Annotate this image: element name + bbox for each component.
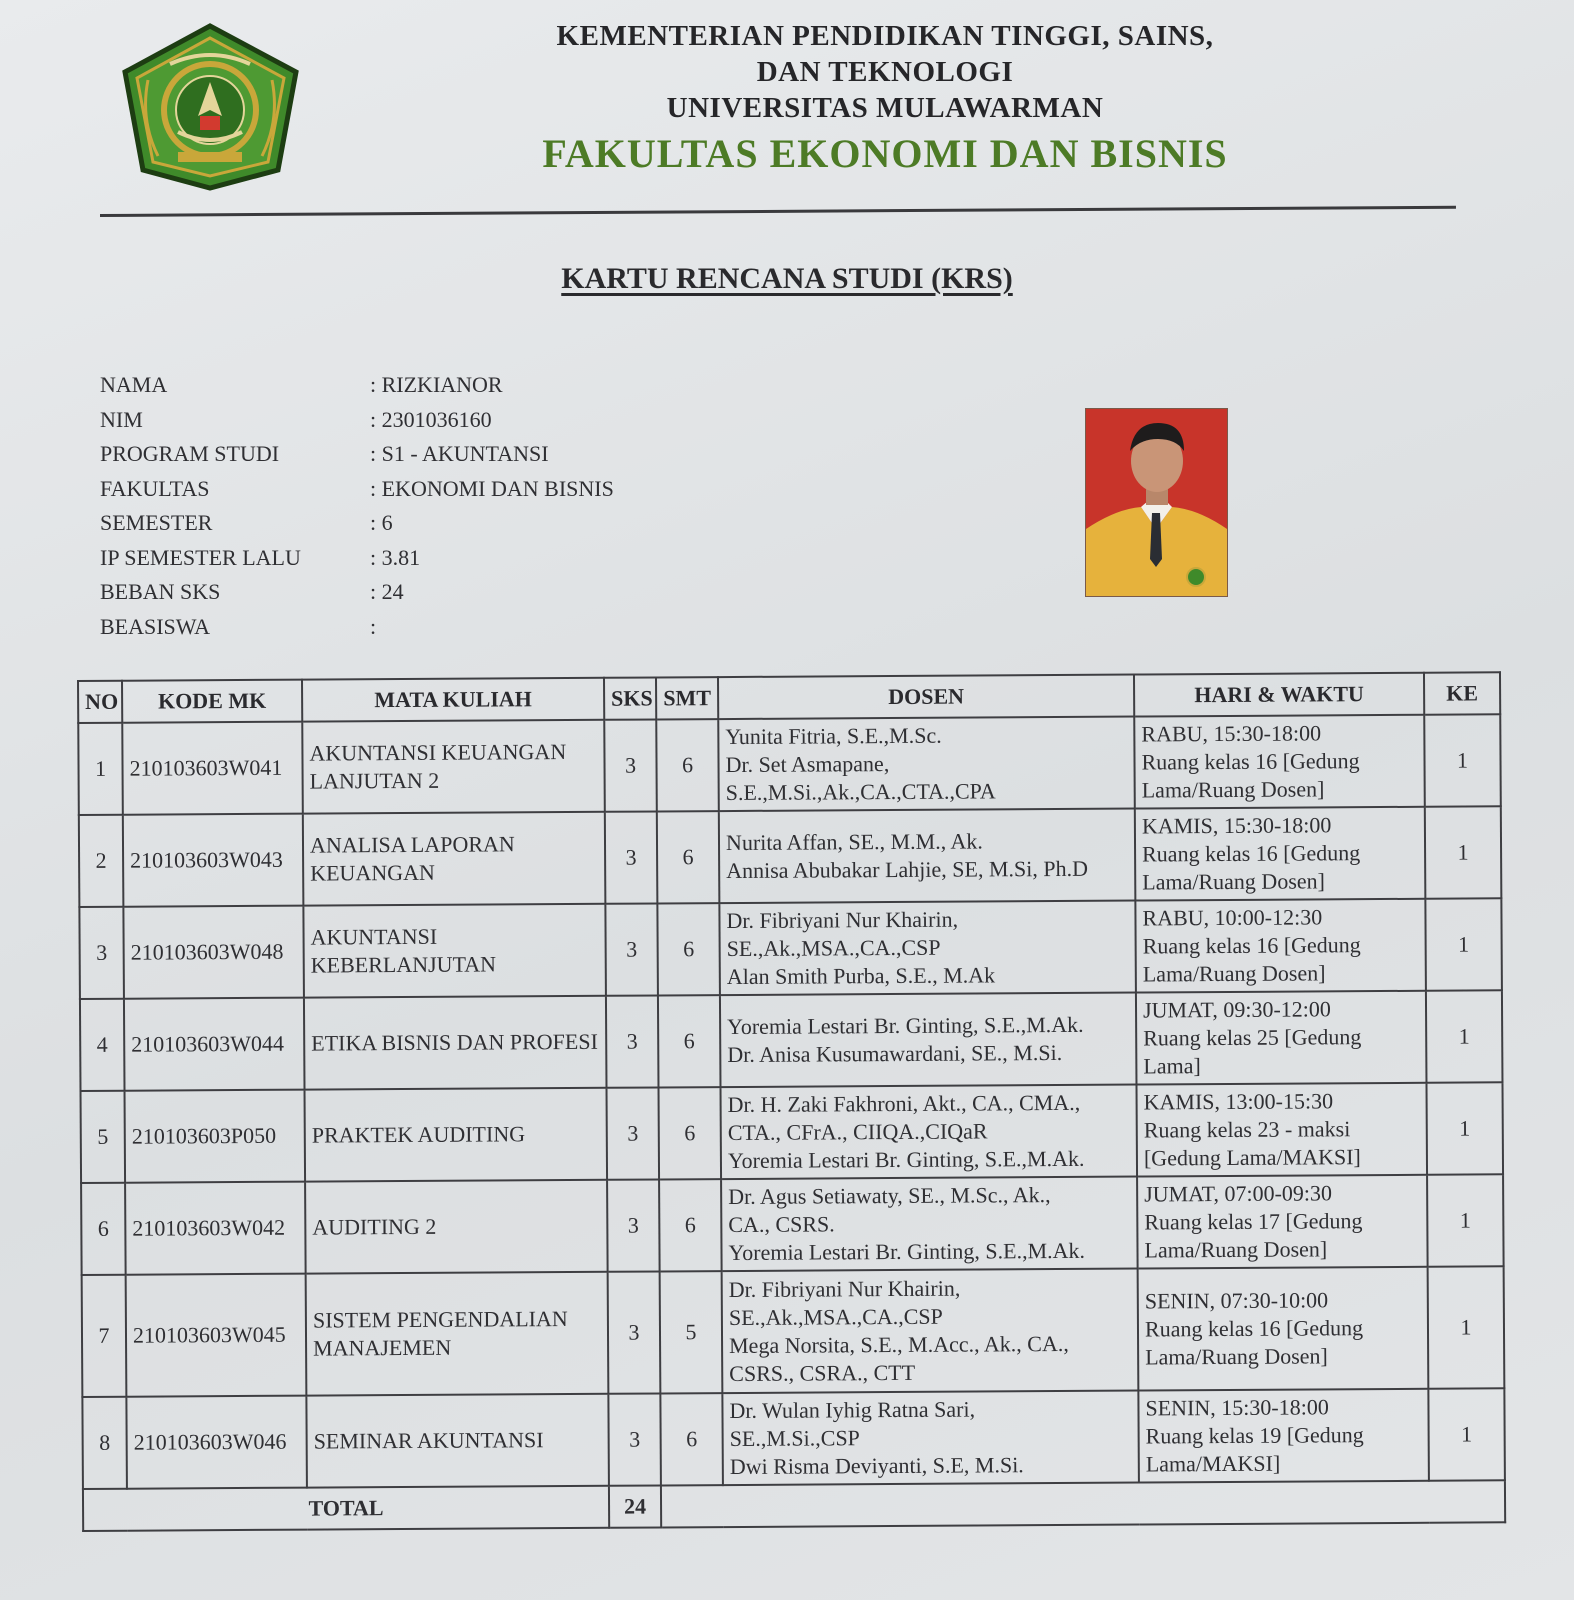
- cell-sks: 3: [608, 1393, 661, 1485]
- cell-kode-mk: 210103603W041: [122, 722, 303, 815]
- course-table: [77, 671, 1506, 1532]
- cell-dosen: [720, 1085, 1137, 1180]
- hari-line: [Gedung Lama/MAKSI]: [1143, 1144, 1361, 1171]
- table-row: [78, 714, 1501, 815]
- header-mata-kuliah: MATA KULIAH: [302, 678, 604, 722]
- info-row-ip-semester: [100, 541, 614, 576]
- hari-line: Ruang kelas 25 [Gedung: [1143, 1024, 1362, 1051]
- cell-ke: 1: [1424, 714, 1501, 806]
- header-ke: KE: [1424, 672, 1500, 714]
- hari-line: JUMAT, 07:00-09:30: [1144, 1180, 1333, 1207]
- cell-hari-waktu: [1136, 991, 1427, 1085]
- cell-hari-waktu: [1135, 899, 1426, 993]
- info-label: NAMA: [100, 372, 168, 398]
- hari-line: KAMIS, 15:30-18:00: [1141, 812, 1332, 839]
- cell-hari-waktu: [1135, 807, 1426, 901]
- hari-line: Ruang kelas 16 [Gedung: [1141, 748, 1360, 775]
- cell-hari-waktu: [1138, 1389, 1429, 1483]
- hari-line: Ruang kelas 16 [Gedung: [1144, 1315, 1364, 1342]
- total-sks: 24: [609, 1485, 661, 1527]
- hari-line: Lama]: [1143, 1053, 1201, 1079]
- info-value: : 3.81: [370, 544, 421, 570]
- cell-hari-waktu: [1134, 715, 1425, 809]
- cell-mata-kuliah: SEMINAR AKUNTANSI: [306, 1394, 609, 1488]
- cell-mata-kuliah: AUDITING 2: [305, 1180, 608, 1274]
- dosen-line: S.E.,M.Si.,Ak.,CA.,CTA.,CPA: [725, 778, 996, 806]
- header-hari-waktu: HARI & WAKTU: [1134, 673, 1424, 717]
- cell-smt: 6: [660, 1393, 723, 1485]
- header-kode-mk: KODE MK: [122, 680, 302, 723]
- student-info: [100, 368, 614, 644]
- table-row: [81, 1174, 1504, 1275]
- table-row: [81, 1082, 1504, 1183]
- cell-kode-mk: 210103603W045: [126, 1274, 307, 1397]
- total-label: TOTAL: [83, 1486, 609, 1531]
- cell-mata-kuliah: ANALISA LAPORAN KEUANGAN: [303, 812, 606, 906]
- dosen-line: Yunita Fitria, S.E.,M.Sc.: [725, 722, 942, 750]
- university-name: UNIVERSITAS MULAWARMAN: [666, 92, 1104, 124]
- cell-mata-kuliah: AKUNTANSI KEBERLANJUTAN: [303, 904, 606, 998]
- total-filler: [661, 1480, 1505, 1527]
- cell-smt: 6: [657, 811, 720, 903]
- info-value: :: [370, 613, 377, 639]
- dosen-line: Yoremia Lestari Br. Ginting, S.E.,M.Ak.: [727, 1011, 1084, 1040]
- info-value: : S1 - AKUNTANSI: [370, 441, 549, 467]
- document-title: KARTU RENCANA STUDI (KRS): [561, 262, 1013, 295]
- cell-smt: 6: [657, 903, 720, 995]
- cell-ke: 1: [1425, 898, 1502, 990]
- hari-line: SENIN, 07:30-10:00: [1144, 1287, 1329, 1314]
- dosen-line: SE.,M.Si.,CSP: [729, 1425, 860, 1452]
- info-row-semester: [100, 506, 614, 541]
- cell-kode-mk: 210103603W042: [125, 1182, 306, 1275]
- cell-dosen: [722, 1391, 1139, 1486]
- dosen-line: Alan Smith Purba, S.E., M.Ak: [726, 962, 996, 990]
- cell-mata-kuliah: AKUNTANSI KEUANGAN LANJUTAN 2: [302, 720, 605, 814]
- cell-kode-mk: 210103603W044: [124, 998, 305, 1091]
- header-sks: SKS: [604, 677, 656, 719]
- table-row: [79, 806, 1502, 907]
- cell-hari-waktu: [1138, 1267, 1429, 1391]
- cell-ke: 1: [1426, 1082, 1503, 1174]
- cell-no: 6: [81, 1183, 126, 1275]
- hari-line: RABU, 15:30-18:00: [1141, 720, 1322, 747]
- dosen-line: Dwi Risma Deviyanti, S.E, M.Si.: [729, 1452, 1024, 1480]
- hari-line: Lama/MAKSI]: [1145, 1450, 1281, 1477]
- cell-ke: 1: [1428, 1388, 1505, 1480]
- hari-line: KAMIS, 13:00-15:30: [1143, 1088, 1334, 1115]
- hari-line: Ruang kelas 19 [Gedung: [1145, 1422, 1364, 1449]
- cell-mata-kuliah: ETIKA BISNIS DAN PROFESI: [304, 996, 607, 1090]
- dosen-line: CTA., CFrA., CIIQA.,CIQaR: [727, 1118, 988, 1146]
- info-label: IP SEMESTER LALU: [100, 544, 301, 570]
- hari-line: Ruang kelas 17 [Gedung: [1144, 1208, 1363, 1235]
- header-dosen: DOSEN: [718, 675, 1134, 720]
- table-row: [79, 898, 1502, 999]
- info-row-nim: [100, 403, 614, 438]
- cell-no: 2: [79, 815, 124, 907]
- dosen-line: SE.,Ak.,MSA.,CA.,CSP: [728, 1303, 943, 1331]
- hari-line: Ruang kelas 16 [Gedung: [1142, 840, 1361, 867]
- cell-hari-waktu: [1136, 1083, 1427, 1177]
- cell-no: 7: [82, 1275, 127, 1397]
- info-value: : 24: [370, 579, 404, 605]
- hari-line: Lama/Ruang Dosen]: [1144, 1236, 1328, 1263]
- cell-ke: 1: [1428, 1266, 1505, 1388]
- info-label: BEBAN SKS: [100, 579, 221, 605]
- cell-ke: 1: [1427, 1174, 1504, 1266]
- info-label: NIM: [100, 406, 143, 432]
- table-row: [82, 1388, 1505, 1489]
- cell-dosen: [719, 809, 1136, 904]
- cell-ke: 1: [1426, 990, 1503, 1082]
- student-photo-icon: [1085, 408, 1228, 597]
- cell-sks: 3: [607, 1179, 660, 1271]
- info-value: : RIZKIANOR: [370, 372, 503, 398]
- dosen-line: Mega Norsita, S.E., M.Acc., Ak., CA.,: [729, 1330, 1069, 1359]
- cell-dosen: [722, 1269, 1139, 1394]
- dosen-line: SE.,Ak.,MSA.,CA.,CSP: [726, 934, 941, 962]
- cell-no: 1: [78, 723, 123, 815]
- header-divider: [100, 206, 1456, 217]
- cell-kode-mk: 210103603P050: [125, 1090, 306, 1183]
- table-row: [80, 990, 1503, 1091]
- cell-sks: 3: [604, 719, 657, 811]
- info-row-nama: [100, 368, 614, 403]
- dosen-line: CSRS., CSRA., CTT: [729, 1359, 916, 1387]
- cell-smt: 6: [656, 719, 719, 811]
- dosen-line: Dr. Wulan Iyhig Ratna Sari,: [729, 1396, 976, 1424]
- dosen-line: Dr. Fibriyani Nur Khairin,: [726, 906, 959, 934]
- hari-line: Ruang kelas 23 - maksi: [1143, 1116, 1351, 1143]
- dosen-line: Dr. Agus Setiawaty, SE., M.Sc., Ak.,: [728, 1182, 1051, 1210]
- ministry-line-1: KEMENTERIAN PENDIDIKAN TINGGI, SAINS,: [556, 20, 1214, 52]
- header-smt: SMT: [656, 677, 718, 719]
- dosen-line: Yoremia Lestari Br. Ginting, S.E.,M.Ak.: [728, 1237, 1086, 1266]
- hari-line: SENIN, 15:30-18:00: [1145, 1394, 1329, 1421]
- cell-dosen: [720, 993, 1137, 1088]
- info-row-beban-sks: [100, 575, 614, 610]
- info-label: BEASISWA: [100, 613, 211, 639]
- info-label: PROGRAM STUDI: [100, 441, 280, 467]
- dosen-line: CA., CSRS.: [728, 1211, 835, 1238]
- hari-line: JUMAT, 09:30-12:00: [1142, 996, 1331, 1023]
- university-logo-icon: [118, 20, 303, 192]
- info-label: FAKULTAS: [100, 475, 210, 501]
- hari-line: Lama/Ruang Dosen]: [1142, 960, 1326, 987]
- cell-dosen: [718, 717, 1135, 812]
- ministry-line-2: DAN TEKNOLOGI: [756, 56, 1014, 88]
- cell-no: 3: [79, 907, 124, 999]
- info-value: : EKONOMI DAN BISNIS: [370, 475, 614, 501]
- dosen-line: Dr. H. Zaki Fakhroni, Akt., CA., CMA.,: [727, 1089, 1081, 1118]
- dosen-line: Annisa Abubakar Lahjie, SE, M.Si, Ph.D: [726, 855, 1089, 884]
- cell-no: 8: [82, 1397, 127, 1489]
- cell-smt: 6: [659, 1179, 722, 1271]
- total-row: [83, 1480, 1505, 1531]
- document-header: [430, 18, 1340, 180]
- dosen-line: Nurita Affan, SE., M.M., Ak.: [725, 828, 983, 856]
- hari-line: Lama/Ruang Dosen]: [1142, 868, 1325, 895]
- cell-kode-mk: 210103603W046: [126, 1396, 307, 1489]
- cell-no: 4: [80, 999, 125, 1091]
- info-row-beasiswa: [100, 610, 614, 645]
- hari-line: RABU, 10:00-12:30: [1142, 904, 1323, 931]
- header-no: NO: [78, 681, 122, 723]
- cell-smt: 6: [658, 995, 721, 1087]
- cell-smt: 5: [660, 1271, 723, 1393]
- info-row-program-studi: [100, 437, 614, 472]
- cell-dosen: [721, 1177, 1138, 1272]
- hari-line: Ruang kelas 16 [Gedung: [1142, 932, 1361, 959]
- info-label: SEMESTER: [100, 510, 213, 536]
- cell-sks: 3: [606, 995, 659, 1087]
- cell-mata-kuliah: PRAKTEK AUDITING: [305, 1088, 608, 1182]
- cell-no: 5: [81, 1091, 126, 1183]
- cell-smt: 6: [658, 1087, 721, 1179]
- info-value: : 2301036160: [370, 406, 492, 432]
- cell-sks: 3: [608, 1271, 661, 1393]
- table-row: [82, 1266, 1505, 1397]
- cell-kode-mk: 210103603W048: [123, 906, 304, 999]
- dosen-line: Dr. Anisa Kusumawardani, SE., M.Si.: [727, 1039, 1063, 1068]
- cell-sks: 3: [605, 811, 658, 903]
- cell-hari-waktu: [1137, 1175, 1428, 1269]
- hari-line: Lama/Ruang Dosen]: [1145, 1343, 1328, 1370]
- dosen-line: Yoremia Lestari Br. Ginting, S.E.,M.Ak.: [727, 1145, 1085, 1174]
- info-value: : 6: [370, 510, 393, 536]
- cell-ke: 1: [1425, 806, 1502, 898]
- info-row-fakultas: [100, 472, 614, 507]
- cell-sks: 3: [607, 1087, 660, 1179]
- cell-mata-kuliah: SISTEM PENGENDALIAN MANAJEMEN: [306, 1272, 609, 1396]
- hari-line: Lama/Ruang Dosen]: [1141, 776, 1325, 803]
- cell-dosen: [719, 901, 1136, 996]
- dosen-line: Dr. Set Asmapane,: [725, 751, 890, 778]
- dosen-line: Dr. Fibriyani Nur Khairin,: [728, 1275, 961, 1303]
- faculty-name: FAKULTAS EKONOMI DAN BISNIS: [542, 131, 1228, 176]
- cell-sks: 3: [605, 903, 658, 995]
- cell-kode-mk: 210103603W043: [123, 814, 304, 907]
